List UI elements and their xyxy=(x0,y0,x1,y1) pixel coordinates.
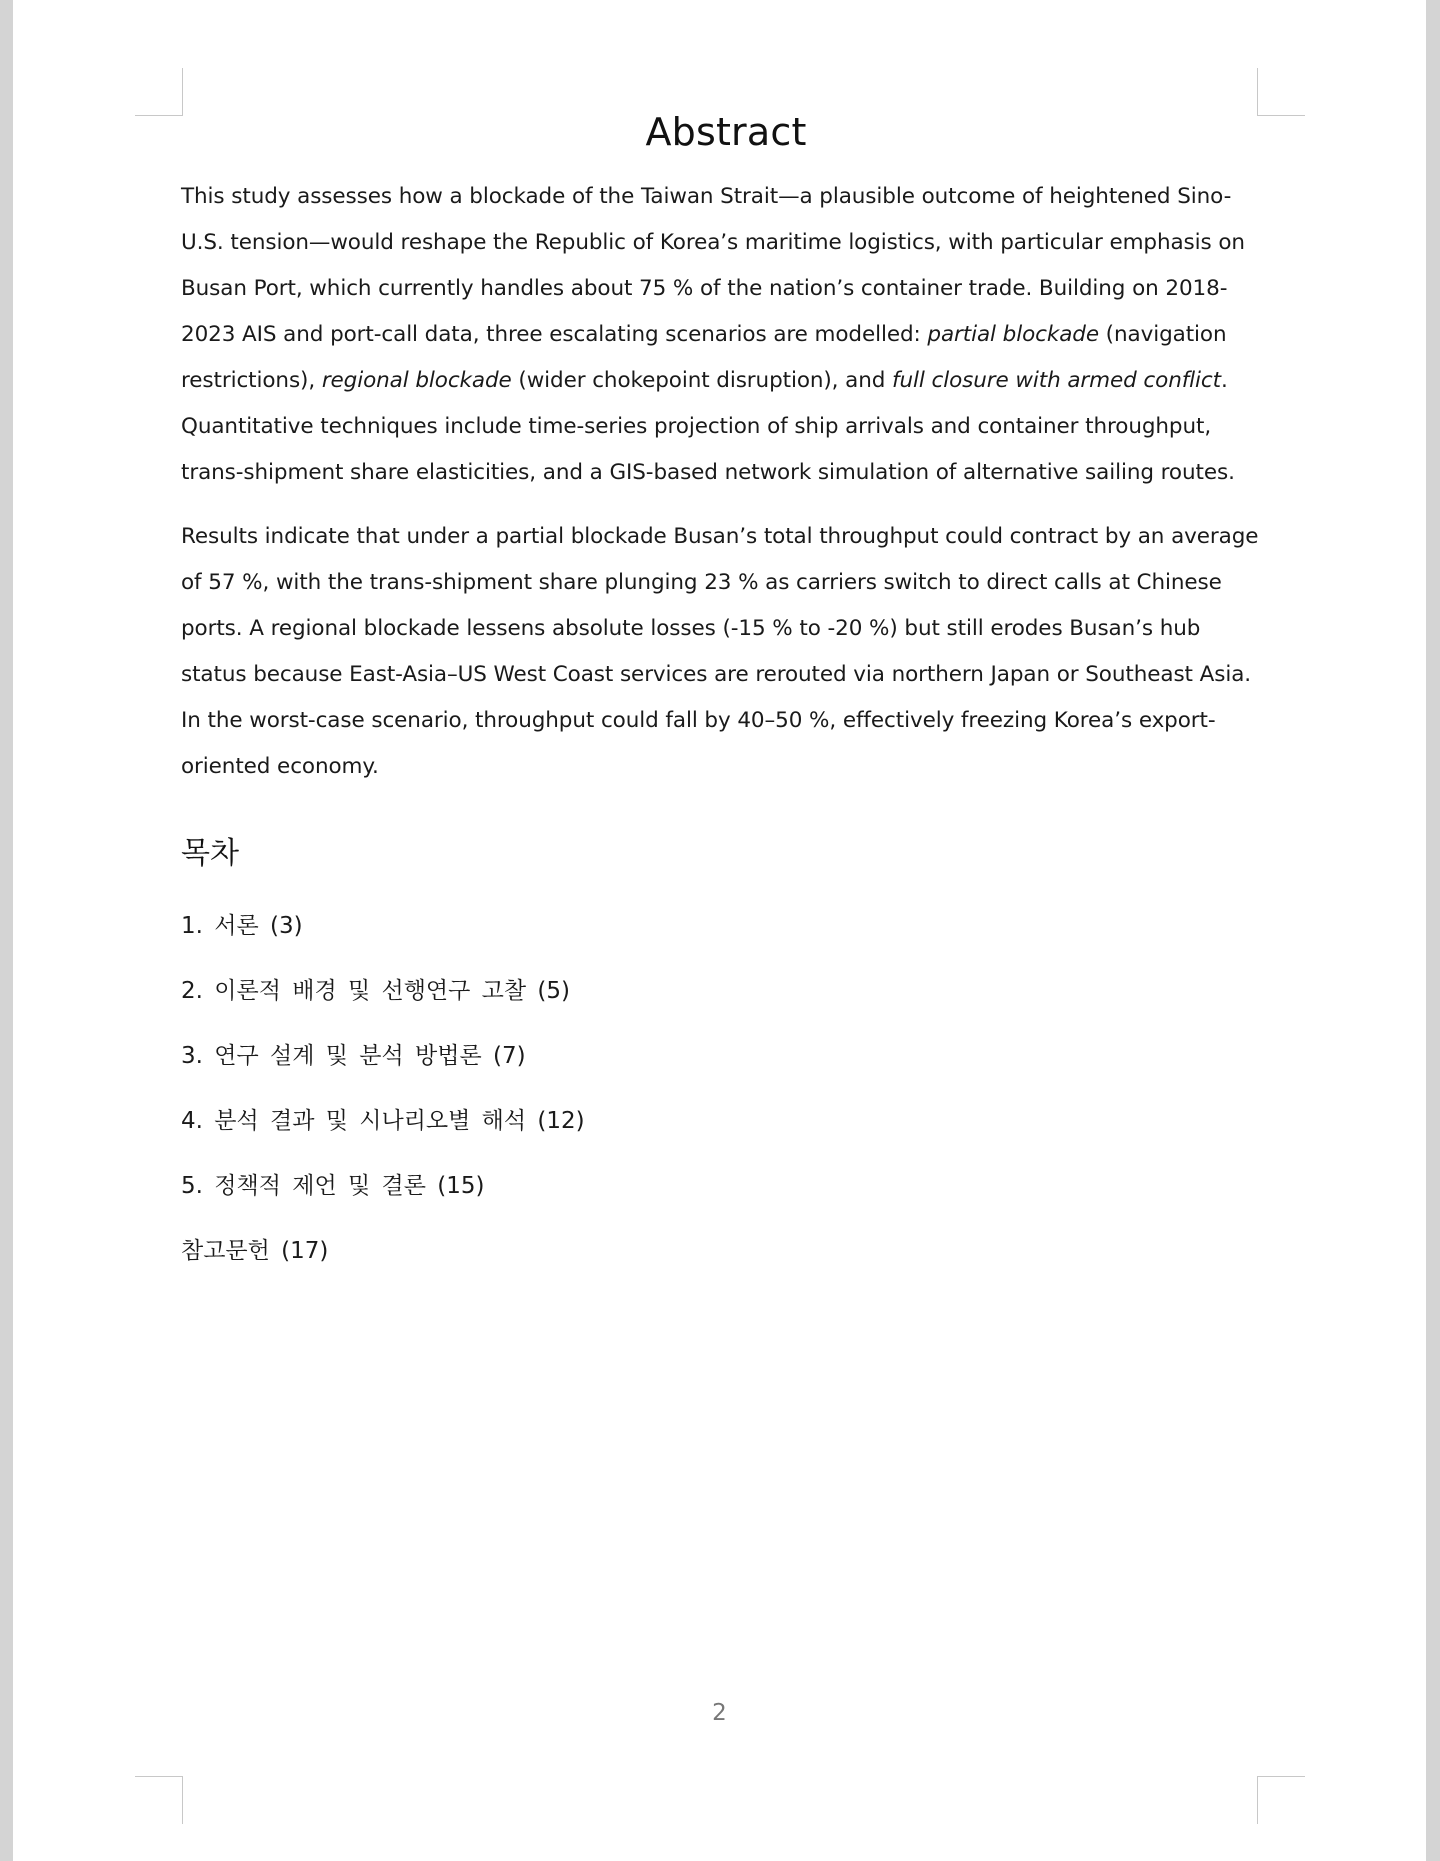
abstract-title: Abstract xyxy=(645,110,807,154)
abstract-italic-text: partial blockade xyxy=(927,322,1099,347)
toc-item: 3. 연구 설계 및 분석 방법론 (7) xyxy=(181,1043,526,1069)
crop-mark-bottom-right xyxy=(1257,1776,1305,1824)
abstract-paragraph-2: Results indicate that under a partial blockade Busan’s total throughput could contract by an average of 57 %, with the trans-shipment share plunging 23 % as carriers switch to direct calls at Chinese ports. A regional blockade lessens absolute losses (-15 % to -20 %) but still erodes Busan’s hub status because East-Asia–US West Coast services are rerouted via northern Japan or Southeast Asia. In the worst-case scenario, throughput could fall by 40–50 %, effectively freezing Korea’s export-oriented economy. xyxy=(181,524,1259,779)
toc-item: 4. 분석 결과 및 시나리오별 해석 (12) xyxy=(181,1108,585,1134)
document-page xyxy=(13,0,1426,1861)
toc-item: 5. 정책적 제언 및 결론 (15) xyxy=(181,1173,485,1199)
page-content xyxy=(181,110,1271,1284)
crop-mark-top-left xyxy=(135,68,183,116)
page-number: 2 xyxy=(712,1700,727,1726)
abstract-text: . Quantitative techniques include time-series projection of ship arrivals and container throughput, trans-shipment share elasticities, and a GIS-based network simulation of alternative sailing routes. xyxy=(181,368,1235,485)
toc-item: 1. 서론 (3) xyxy=(181,913,303,939)
abstract-text: (navigation restrictions), xyxy=(181,322,1227,393)
toc-heading: 목차 xyxy=(181,836,239,871)
crop-mark-bottom-left xyxy=(135,1776,183,1824)
crop-mark-top-right xyxy=(1257,68,1305,116)
abstract-italic-text: full closure with armed conflict xyxy=(892,368,1221,393)
toc-item: 2. 이론적 배경 및 선행연구 고찰 (5) xyxy=(181,978,571,1004)
abstract-text: This study assesses how a blockade of the Taiwan Strait—a plausible outcome of heightened Sino-U.S. tension—would reshape the Republic of Korea’s maritime logistics, with particular emphasis on Busan Port, which currently handles about 75 % of the nation’s container trade. Building on 2018-2023 AIS and port-call data, three escalating scenarios are modelled: xyxy=(181,184,1245,347)
abstract-text: (wider chokepoint disruption), and xyxy=(511,368,893,393)
abstract-italic-text: regional blockade xyxy=(321,368,512,393)
table-of-contents xyxy=(181,894,1271,1284)
toc-item: 참고문헌 (17) xyxy=(181,1238,329,1264)
abstract-paragraph-1 xyxy=(181,174,1271,496)
